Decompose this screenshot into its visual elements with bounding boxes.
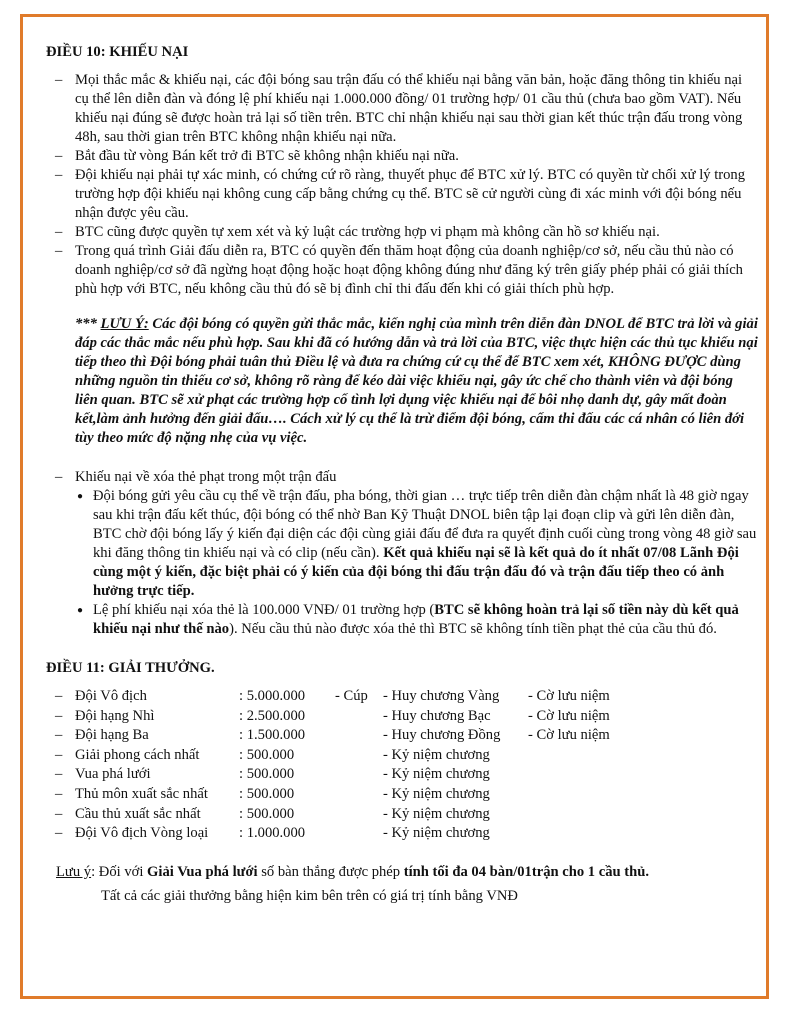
prize-memento bbox=[528, 785, 610, 805]
prize-medal: - Kỷ niệm chương bbox=[383, 766, 490, 783]
prize-name: Thủ môn xuất sắc nhất bbox=[75, 785, 208, 802]
section-title-dieu-11: ĐIỀU 11: GIẢI THƯỞNG. bbox=[46, 660, 215, 676]
prize-cup bbox=[335, 707, 383, 727]
prize-amount: : 5.000.000 bbox=[239, 688, 306, 704]
prize-cup bbox=[335, 785, 383, 805]
bullet-text: Lệ phí khiếu nại xóa thẻ là 100.000 VNĐ/ 01 trường hợp ( bbox=[93, 602, 435, 618]
footnote-label: Lưu ý bbox=[56, 863, 92, 880]
prize-name: Đội hạng Ba bbox=[75, 727, 149, 744]
footnote-bold: tính tối đa 04 bàn/01trận cho 1 cầu thủ. bbox=[403, 863, 650, 880]
prize-memento: - Cờ lưu niệm bbox=[528, 727, 610, 744]
bullet-text: Đội bóng gửi yêu cầu cụ thể về trận đấu, pha bóng, thời gian … trực tiếp trên diễn đàn chậm nhất là 48 giờ ngay sau khi trận đấu kết thúc, đội bóng có thể nhờ Ban Kỹ Thuật DNOL biên tập lại đoạn clip và gửi lên diễn đàn, BTC chờ đội bóng lấy ý kiến đại diện các đội cùng giải đấu để đưa ra quyết định cuối cùng trong vòng 48 giờ sau khi đăng thông tin khiếu nại và có clip (nếu cần). bbox=[93, 488, 757, 561]
prize-medal: - Kỷ niệm chương bbox=[383, 746, 490, 763]
prize-row bbox=[46, 726, 610, 746]
card-complaint-bullets bbox=[75, 487, 758, 639]
document-page bbox=[46, 40, 758, 906]
prize-memento bbox=[528, 805, 610, 825]
footnote-currency: Tất cả các giải thưởng bằng hiện kim bên trên có giá trị tính bằng VNĐ bbox=[101, 887, 518, 904]
prize-dash: – bbox=[55, 785, 63, 802]
prize-amount: : 500.000 bbox=[239, 785, 295, 802]
card-complaint-item bbox=[46, 468, 758, 639]
prize-medal: - Kỷ niệm chương bbox=[383, 825, 490, 842]
prize-amount: : 500.000 bbox=[239, 746, 295, 763]
footnote-text: : Đối với bbox=[91, 863, 148, 880]
prize-name: Đội Vô địch Vòng loại bbox=[75, 825, 209, 842]
footnote bbox=[56, 863, 758, 882]
prize-cup bbox=[335, 824, 383, 844]
card-complaint-heading: Khiếu nại về xóa thẻ phạt trong một trận đấu bbox=[75, 469, 337, 485]
prize-dash: – bbox=[55, 766, 63, 783]
prize-dash: – bbox=[55, 805, 63, 822]
prize-medal: - Huy chương Vàng bbox=[383, 688, 500, 704]
prize-row bbox=[46, 824, 610, 844]
prize-row bbox=[46, 765, 610, 785]
prize-name: Cầu thủ xuất sắc nhất bbox=[75, 805, 201, 822]
rule-item: – Đội khiếu nại phải tự xác minh, có chứng cứ rõ ràng, thuyết phục để BTC xử lý. BTC có quyền từ chối xử lý trong trường hợp đội khiếu nại không cung cấp bằng chứng cụ thể. BTC sẽ cử người cùng đi xác minh với đội bóng nếu nhận được yêu cầu. bbox=[46, 166, 758, 223]
footnote-bold: Giải Vua phá lưới bbox=[147, 863, 258, 880]
note-text: Các đội bóng có quyền gửi thắc mắc, kiến nghị của mình trên diễn đàn DNOL để BTC trả lời và giải đáp các thắc mắc nếu phù hợp. Sau khi đã có hướng dẫn và trả lời của BTC, việc thực hiện các thủ tục khiếu nại tiếp theo thì Đội bóng phải tuân thủ Điều lệ và đưa ra chứng cứ cụ thể để BTC xem xét, KHÔNG ĐƯỢC dùng những nguồn tin thiếu cơ sở, không rõ ràng để kéo dài việc khiếu nại, gây ức chế cho thành viên và đội bóng liên quan. BTC sẽ xử phạt các trường hợp cố tình lợi dụng việc khiếu nại để bôi nhọ danh dự, gây mất đoàn kết,làm ảnh hưởng đến giải đấu…. Cách xử lý cụ thể là trừ điểm đội bóng, cấm thi đấu các cá nhân có liên đới tùy theo mức độ nặng nhẹ của vụ việc. bbox=[75, 316, 758, 446]
rule-item: – Bắt đầu từ vòng Bán kết trở đi BTC sẽ không nhận khiếu nại nữa. bbox=[46, 147, 758, 166]
prize-amount: : 1.000.000 bbox=[239, 825, 306, 842]
rule-item: – Mọi thắc mắc & khiếu nại, các đội bóng sau trận đấu có thể khiếu nại bằng văn bản, hoặc đăng thông tin khiếu nại cụ thể lên diễn đàn và đóng lệ phí khiếu nại 1.000.000 đồng/ 01 trường hợp/ 01 cầu thủ (chưa bao gồm VAT). Nếu khiếu nại đúng sẽ được hoàn trả lại số tiền trên. BTC chỉ nhận khiếu nại sau thời gian kết thúc trận đấu trong vòng 48h, sau thời gian trên BTC không nhận khiếu nại nữa. bbox=[46, 71, 758, 147]
bullet-item bbox=[75, 601, 758, 639]
important-note bbox=[75, 315, 758, 448]
prize-row bbox=[46, 746, 610, 766]
prize-name: Vua phá lưới bbox=[75, 766, 151, 783]
prize-memento bbox=[528, 746, 610, 766]
complaint-rules-list bbox=[46, 71, 758, 299]
prize-cup bbox=[335, 726, 383, 746]
rule-item: – BTC cũng được quyền tự xem xét và kỷ luật các trường hợp vi phạm mà không cần hồ sơ khiếu nại. bbox=[46, 223, 758, 242]
prize-name: Đội Vô địch bbox=[75, 688, 147, 704]
rule-item: – Trong quá trình Giải đấu diễn ra, BTC có quyền đến thăm hoạt động của doanh nghiệp/cơ sở, nếu cầu thủ nào có doanh nghiệp/cơ sở đã ngừng hoạt động hoặc hoạt động không đúng như đăng ký trên giấy phép phải có giải thích phù hợp với BTC, nếu không cầu thủ đó sẽ bị đình chỉ thi đấu đến khi có giải thích phù hợp. bbox=[46, 242, 758, 299]
section-title-dieu-10: ĐIỀU 10: KHIẾU NẠI bbox=[46, 44, 189, 60]
prize-amount: : 500.000 bbox=[239, 805, 295, 822]
prize-memento: - Cờ lưu niệm bbox=[528, 707, 610, 724]
prize-cup bbox=[335, 805, 383, 825]
prize-medal: - Huy chương Bạc bbox=[383, 707, 491, 724]
prize-table bbox=[46, 687, 610, 844]
prize-dash: – bbox=[55, 727, 63, 744]
prize-medal: - Kỷ niệm chương bbox=[383, 805, 490, 822]
bullet-bold-text: Kết quả khiếu nại sẽ là kết quả do ít nhất 07/08 Lãnh Đội cùng một ý kiến, đặc biệt phải có ý kiến của đội bóng thi đấu trận đấu đó và trận đấu tiếp theo có ảnh hưởng trực tiếp. bbox=[93, 545, 739, 599]
card-complaint-list bbox=[46, 468, 758, 639]
prize-medal: - Huy chương Đồng bbox=[383, 727, 501, 744]
prize-medal: - Kỷ niệm chương bbox=[383, 785, 490, 802]
prize-memento bbox=[528, 824, 610, 844]
note-label: LƯU Ý: bbox=[100, 316, 149, 332]
bullet-text: ). Nếu cầu thủ nào được xóa thẻ thì BTC sẽ không tính tiền phạt thẻ của cầu thủ đó. bbox=[229, 621, 717, 637]
prize-name: Đội hạng Nhì bbox=[75, 707, 155, 724]
prize-memento: - Cờ lưu niệm bbox=[528, 688, 610, 704]
prize-cup bbox=[335, 746, 383, 766]
prize-row bbox=[46, 785, 610, 805]
prize-row bbox=[46, 805, 610, 825]
prize-dash: – bbox=[55, 825, 63, 842]
prize-amount: : 2.500.000 bbox=[239, 707, 306, 724]
prize-name: Giải phong cách nhất bbox=[75, 746, 200, 763]
prize-amount: : 1.500.000 bbox=[239, 727, 306, 744]
prize-amount: : 500.000 bbox=[239, 766, 295, 783]
prize-memento bbox=[528, 765, 610, 785]
bullet-bold-text: BTC sẽ không hoàn trả lại số tiền này dù kết quả khiếu nại như thế nào bbox=[93, 602, 739, 637]
prize-row bbox=[46, 687, 610, 707]
prize-dash: – bbox=[55, 707, 63, 724]
prize-cup: - Cúp bbox=[335, 688, 368, 704]
prize-row bbox=[46, 707, 610, 727]
prize-dash: – bbox=[55, 688, 63, 704]
footnote-text: số bàn thắng được phép bbox=[257, 863, 404, 880]
prize-dash: – bbox=[55, 746, 63, 763]
bullet-item bbox=[75, 487, 758, 601]
note-prefix: *** bbox=[75, 316, 101, 332]
prize-cup bbox=[335, 765, 383, 785]
